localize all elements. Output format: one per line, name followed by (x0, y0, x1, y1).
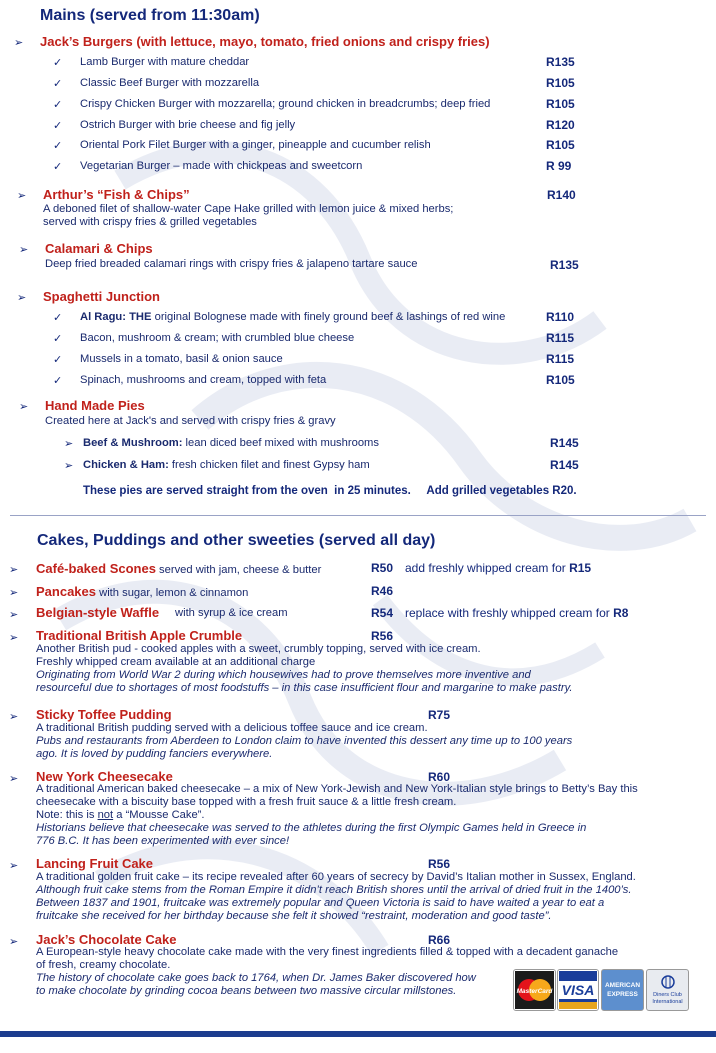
crumble-desc: Another British pud - cooked apples with a sweet, crumbly topping, served with ice cream. (36, 643, 481, 655)
mastercard-icon (515, 971, 554, 1009)
pie-desc: fresh chicken filet and finest Gypsy ham (168, 459, 370, 471)
cheesecake-note-b: not (97, 809, 114, 821)
pancakes-desc: with sugar, lemon & cinnamon (96, 587, 249, 599)
item-price: R105 (546, 373, 575, 387)
fruitcake-title: Lancing Fruit Cake (36, 856, 154, 871)
diners-text (652, 975, 682, 1006)
chocolate-price: R66 (428, 933, 451, 947)
mastercard-text: MasterCard (516, 988, 553, 995)
waffle-desc: with syrup & ice cream (175, 607, 288, 619)
cakes-heading: Cakes, Puddings and other sweeties (served all day) (37, 532, 436, 549)
cheesecake-price: R60 (428, 770, 451, 784)
fruitcake-history: Although fruit cake stems from the Roman Empire it didn’t reach British shores until the arrival of dried fruit in the 1400’s. (36, 884, 632, 896)
waffle-extra (405, 606, 628, 620)
crumble-history: Originating from World War 2 during which housewives had to prove themselves more inventive and (36, 669, 531, 681)
check-icon: ✓ (53, 57, 63, 69)
toffee-history: Pubs and restaurants from Aberdeen to London claim to have invented this dessert any time up to 100 years (36, 735, 573, 747)
scones-title: Café-baked Scones (36, 561, 156, 576)
pancakes-line (36, 583, 248, 601)
pie-desc: lean diced beef mixed with mushrooms (182, 437, 379, 449)
chocolate-desc: A European-style heavy chocolate cake made with the very finest ingredients filled & topped with a decadent ganache (36, 946, 619, 958)
fruitcake-history: Between 1837 and 1901, fruitcake was extremely popular and Queen Victoria is said to have waited a year to eat a (36, 897, 605, 909)
toffee-history: ago. It is loved by pudding fanciers everywhere. (36, 748, 273, 760)
pies-desc: Created here at Jack's and served with crispy fries & gravy (45, 415, 336, 427)
scones-extra (405, 561, 591, 575)
arrow-icon: ➢ (19, 244, 29, 256)
cheesecake-title: New York Cheesecake (36, 769, 173, 784)
check-icon: ✓ (53, 312, 63, 324)
list-item (83, 437, 379, 449)
cheesecake-desc: A traditional American baked cheesecake – a mix of New York-Jewish and New York-Italian style brings to Betty’s Bay this (36, 783, 638, 795)
calamari-price: R135 (550, 258, 579, 272)
check-icon: ✓ (53, 78, 63, 90)
bottom-bar (0, 1031, 716, 1037)
item-price: R 99 (546, 159, 572, 173)
fruitcake-history: fruitcake she received for her birthday because she felt it showed “restraint, moderation and good taste”. (36, 910, 552, 922)
item-price: R115 (546, 331, 575, 345)
amex-line1: AMERICAN (604, 982, 641, 989)
scones-desc: served with jam, cheese & butter (155, 564, 322, 576)
list-item: Vegetarian Burger – made with chickpeas and sweetcorn (80, 160, 363, 172)
item-price: R110 (546, 310, 575, 324)
arrow-icon: ➢ (9, 860, 19, 872)
list-item: Oriental Pork Filet Burger with a ginger, pineapple and cucumber relish (80, 139, 431, 151)
check-icon: ✓ (53, 161, 63, 173)
cheesecake-history: Historians believe that cheesecake was served to the athletes during the first Olympic Games held in Greece in (36, 822, 587, 834)
check-icon: ✓ (53, 354, 63, 366)
burgers-title: Jack’s Burgers (with lettuce, mayo, tomato, fried onions and crispy fries) (40, 34, 490, 49)
cheesecake-note (36, 809, 205, 821)
chocolate-desc: of fresh, creamy chocolate. (36, 959, 171, 971)
arrow-icon: ➢ (9, 609, 19, 621)
arrow-icon: ➢ (9, 936, 19, 948)
calamari-title: Calamari & Chips (45, 241, 153, 256)
list-item: Mussels in a tomato, basil & onion sauce (80, 353, 283, 365)
pancakes-title: Pancakes (36, 584, 96, 599)
diners-line2: International (652, 998, 683, 1005)
visa-text: VISA (559, 981, 597, 999)
visa-card (559, 971, 597, 1009)
pies-title: Hand Made Pies (45, 398, 145, 413)
toffee-title: Sticky Toffee Pudding (36, 707, 172, 722)
item-price: R105 (546, 138, 575, 152)
waffle-price: R54 (371, 606, 394, 620)
pie-name: Beef & Mushroom: (83, 437, 183, 449)
crumble-desc: Freshly whipped cream available at an additional charge (36, 656, 316, 668)
list-item (83, 459, 370, 471)
check-icon: ✓ (53, 99, 63, 111)
chocolate-title: Jack’s Chocolate Cake (36, 932, 177, 947)
crumble-price: R56 (371, 629, 394, 643)
arrow-icon: ➢ (64, 460, 74, 472)
arrow-icon: ➢ (64, 438, 74, 450)
diners-line1: Diners Club (653, 991, 682, 998)
mastercard-logo (513, 969, 556, 1011)
arrow-icon: ➢ (17, 190, 27, 202)
scones-price: R50 (371, 561, 394, 575)
item-price: R115 (546, 352, 575, 366)
amex-line2: EXPRESS (607, 991, 638, 998)
arrow-icon: ➢ (17, 292, 27, 304)
fruitcake-price: R56 (428, 857, 451, 871)
cheesecake-desc: cheesecake with a biscuity base topped with a fresh fruit sauce & a little fresh cream. (36, 796, 457, 808)
fish-desc: A deboned filet of shallow-water Cape Hake grilled with lemon juice & mixed herbs; (43, 203, 454, 215)
item-price: R135 (546, 55, 575, 69)
pie-name: Chicken & Ham: (83, 459, 169, 471)
cheesecake-note-c: a “Mousse Cake”. (113, 809, 205, 821)
item-price: R105 (546, 97, 575, 111)
amex-logo (601, 969, 644, 1011)
chocolate-history: to make chocolate by grinding cocoa beans between two massive circular millstones. (36, 985, 457, 997)
pies-note: These pies are served straight from the oven in 25 minutes. Add grilled vegetables R20. (83, 485, 577, 497)
arrow-icon: ➢ (9, 564, 19, 576)
list-item (80, 311, 505, 323)
list-item: Ostrich Burger with brie cheese and fig jelly (80, 119, 296, 131)
item-price: R145 (550, 436, 579, 450)
item-price: R120 (546, 118, 575, 132)
calamari-desc: Deep fried breaded calamari rings with crispy fries & jalapeno tartare sauce (45, 258, 418, 270)
ragu-desc: original Bolognese made with finely ground beef & lashings of red wine (151, 311, 506, 323)
arrow-icon: ➢ (9, 632, 19, 644)
arrow-icon: ➢ (9, 711, 19, 723)
list-item: Bacon, mushroom & cream; with crumbled blue cheese (80, 332, 355, 344)
mains-heading: Mains (served from 11:30am) (40, 7, 260, 24)
arrow-icon: ➢ (9, 587, 19, 599)
waffle-extra-text: replace with freshly whipped cream for (405, 606, 614, 620)
scones-line (36, 560, 321, 578)
arrow-icon: ➢ (19, 401, 29, 413)
section-divider (10, 515, 706, 516)
fish-desc: served with crispy fries & grilled vegetables (43, 216, 257, 228)
check-icon: ✓ (53, 140, 63, 152)
crumble-history: resourceful due to shortages of most foodstuffs – in this case insufficient flour and margarine to make pastry. (36, 682, 573, 694)
item-price: R145 (550, 458, 579, 472)
fish-price: R140 (547, 188, 576, 202)
waffle-title: Belgian-style Waffle (36, 605, 160, 620)
cheesecake-note-a: Note: this is (36, 809, 98, 821)
diners-logo (646, 969, 689, 1011)
list-item: Spinach, mushrooms and cream, topped with feta (80, 374, 327, 386)
waffle-extra-price: R8 (613, 606, 629, 620)
toffee-price: R75 (428, 708, 451, 722)
check-icon: ✓ (53, 333, 63, 345)
crumble-title: Traditional British Apple Crumble (36, 628, 243, 643)
diners-icon (659, 975, 677, 989)
scones-extra-price: R15 (569, 561, 592, 575)
scones-extra-text: add freshly whipped cream for (405, 561, 570, 575)
arrow-icon: ➢ (14, 37, 24, 49)
chocolate-history: The history of chocolate cake goes back to 1764, when Dr. James Baker discovered how (36, 972, 476, 984)
fish-title: Arthur’s “Fish & Chips” (43, 187, 190, 202)
ragu-bold: Al Ragu: THE (80, 311, 152, 323)
fruitcake-desc: A traditional golden fruit cake – its recipe revealed after 60 years of secrecy by David’s Italian mother in Sussex, England. (36, 871, 636, 883)
spaghetti-title: Spaghetti Junction (43, 289, 160, 304)
cheesecake-history: 776 B.C. It has been experimented with ever since! (36, 835, 290, 847)
list-item: Lamb Burger with mature cheddar (80, 56, 250, 68)
arrow-icon: ➢ (9, 773, 19, 785)
list-item: Classic Beef Burger with mozzarella (80, 77, 260, 89)
check-icon: ✓ (53, 120, 63, 132)
toffee-desc: A traditional British pudding served with a delicious toffee sauce and ice cream. (36, 722, 428, 734)
visa-logo (557, 969, 599, 1011)
item-price: R105 (546, 76, 575, 90)
pancakes-price: R46 (371, 584, 394, 598)
amex-text (605, 981, 640, 999)
check-icon: ✓ (53, 375, 63, 387)
list-item: Crispy Chicken Burger with mozzarella; ground chicken in breadcrumbs; deep fried (80, 98, 491, 110)
